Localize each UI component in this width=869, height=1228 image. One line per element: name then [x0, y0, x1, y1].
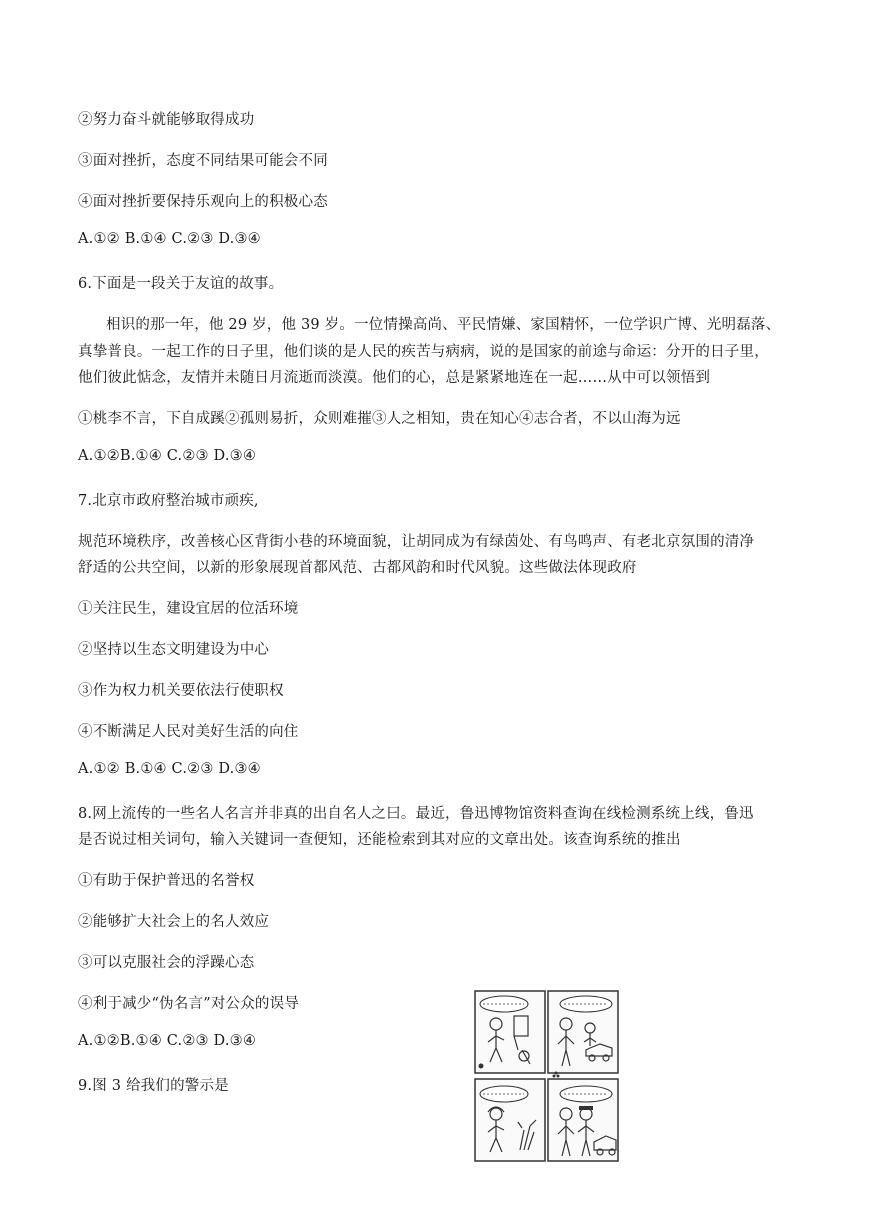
q6-passage-line-3: 他们彼此惦念，友情并未随日月流逝而淡漠。他们的心，总是紧紧地连在一起……从中可以领悟到: [78, 370, 711, 386]
q7-passage-line-2: 舒适的公共空间，以新的形象展现首都风范、古都风韵和时代风貌。这些做法体现政府: [78, 560, 637, 576]
q6-options: ①桃李不言，下自成蹊②孤则易折，众则难摧③人之相知，贵在知心④志合者，不以山海为远: [78, 411, 681, 427]
q6-answers: A.①②B.①④ C.②③ D.③④: [78, 448, 257, 464]
q9-stem: 9.图 3 给我们的警示是: [78, 1078, 229, 1094]
q6-passage-line-1: 相识的那一年，他 29 岁，他 39 岁。一位情操高尚、平民情嫌、家国精怀，一位学识广博、光明磊落、: [106, 317, 781, 333]
q5-option-4: ④面对挫折要保持乐观向上的积极心态: [78, 194, 328, 210]
q5-answers: A.①② B.①④ C.②③ D.③④: [78, 231, 261, 247]
q8-answers: A.①②B.①④ C.②③ D.③④: [78, 1033, 257, 1049]
q7-stem: 7.北京市政府整治城市顽疾,: [78, 493, 259, 509]
q8-stem-line-1: 8.网上流传的一些名人名言并非真的出自名人之曰。最近，鲁迅博物馆资料查询在线检测系统上线，鲁迅: [78, 806, 754, 822]
q8-option-3: ③可以克服社会的浮躁心态: [78, 955, 255, 971]
q8-option-1: ①有助于保护普迅的名誉权: [78, 873, 255, 889]
q5-option-2: ②努力奋斗就能够取得成功: [78, 112, 255, 128]
q8-option-4: ④利于减少“伪名言”对公众的误导: [78, 996, 300, 1012]
q7-option-1: ①关注民生，建设宜居的位活环境: [78, 601, 299, 617]
q7-option-4: ④不断满足人民对美好生活的向住: [78, 724, 299, 740]
q7-answers: A.①② B.①④ C.②③ D.③④: [78, 761, 261, 777]
comic-sketch: [474, 990, 619, 1162]
q7-passage-line-1: 规范环境秩序，改善核心区背街小巷的环境面貌，让胡同成为有绿茵处、有鸟鸣声、有老北京氛围的清净: [78, 534, 755, 550]
q7-option-2: ②坚持以生态文明建设为中心: [78, 642, 270, 658]
q7-option-3: ③作为权力机关要依法行使职权: [78, 683, 284, 699]
q8-option-2: ②能够扩大社会上的名人效应: [78, 914, 270, 930]
q8-stem-line-2: 是否说过相关词句，输入关键词一查便知，还能检索到其对应的文章出处。该查询系统的推出: [78, 832, 681, 848]
figure-3-comic: [474, 990, 619, 1162]
q6-passage-line-2: 真挚普良。一起工作的日子里，他们谈的是人民的疾苦与病病，说的是国家的前途与命运：分开的日子里，: [78, 344, 769, 360]
q6-stem: 6.下面是一段关于友谊的故事。: [78, 276, 284, 292]
q5-option-3: ③面对挫折，态度不同结果可能会不同: [78, 153, 328, 169]
